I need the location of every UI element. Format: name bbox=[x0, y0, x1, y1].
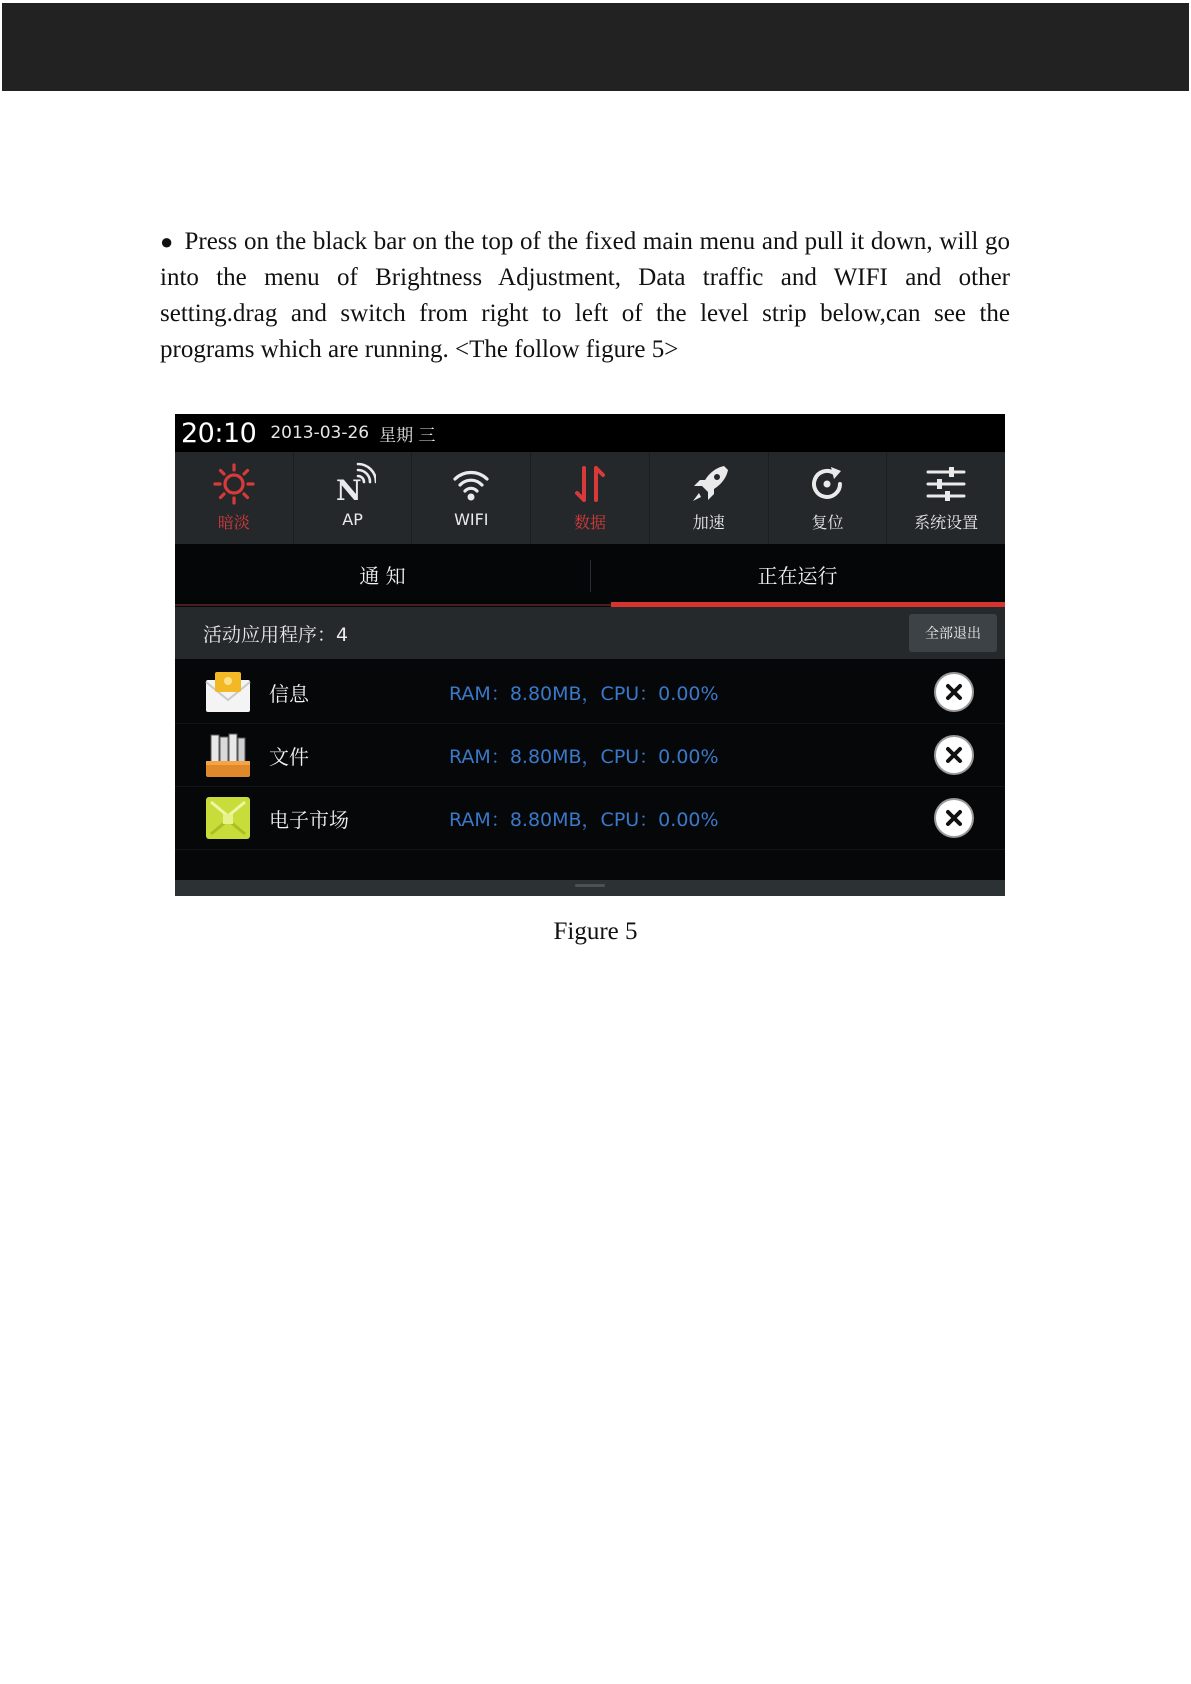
tab-notifications[interactable]: 通 知 bbox=[359, 563, 406, 588]
svg-text:N: N bbox=[335, 474, 362, 506]
kill-all-button[interactable]: 全部退出 bbox=[909, 614, 997, 652]
toggle-system-settings[interactable] bbox=[887, 452, 1005, 544]
toggle-label: WIFI bbox=[454, 510, 489, 529]
toggle-label: 系统设置 bbox=[914, 513, 979, 532]
bullet-point: ● bbox=[160, 229, 174, 254]
reset-icon bbox=[804, 462, 850, 506]
status-clock: 20:10 bbox=[181, 417, 257, 449]
status-date: 2013-03-26 bbox=[270, 423, 370, 443]
app-resource-usage: RAM：8.80MB，CPU：0.00% bbox=[449, 745, 719, 768]
list-item[interactable] bbox=[175, 787, 1005, 850]
market-bag-icon bbox=[203, 794, 253, 842]
toggle-ap[interactable] bbox=[294, 452, 413, 544]
data-arrows-icon bbox=[567, 462, 613, 506]
app-name: 电子市场 bbox=[269, 807, 349, 832]
figure-screenshot bbox=[175, 414, 1005, 896]
figure-caption: Figure 5 bbox=[553, 918, 638, 945]
instruction-paragraph bbox=[160, 224, 1010, 368]
app-name: 文件 bbox=[269, 744, 309, 769]
status-weekday: 星期 三 bbox=[379, 425, 436, 446]
toggle-wifi[interactable] bbox=[412, 452, 531, 544]
toggle-label: 暗淡 bbox=[217, 513, 250, 532]
close-icon[interactable] bbox=[933, 734, 975, 776]
toggle-label: AP bbox=[342, 510, 363, 529]
close-icon[interactable] bbox=[933, 797, 975, 839]
sun-icon bbox=[211, 462, 257, 506]
app-name: 信息 bbox=[269, 681, 309, 706]
hotspot-icon bbox=[330, 462, 376, 506]
tab-running[interactable]: 正在运行 bbox=[757, 563, 838, 588]
app-resource-usage: RAM：8.80MB，CPU：0.00% bbox=[449, 682, 719, 705]
close-icon[interactable] bbox=[933, 671, 975, 713]
header-black-bar bbox=[2, 3, 1189, 91]
instruction-text: Press on the black bar on the top of the fixed main menu and pull it down, will go into the menu of Brightness Adjustment, Data traffic and WIFI and other setting.drag and switch from right to left of the level strip below,can see the programs which are running. <The follow figure 5> bbox=[160, 228, 1010, 363]
list-item[interactable] bbox=[175, 724, 1005, 787]
wifi-icon bbox=[448, 462, 494, 506]
message-envelope-icon bbox=[203, 668, 253, 716]
toggle-label: 数据 bbox=[574, 513, 607, 532]
running-apps-header bbox=[175, 607, 1005, 659]
sliders-icon bbox=[923, 462, 969, 506]
rocket-icon bbox=[686, 462, 732, 506]
list-item[interactable] bbox=[175, 661, 1005, 724]
toggle-label: 加速 bbox=[692, 513, 725, 532]
files-folder-icon bbox=[203, 731, 253, 779]
toggle-reset[interactable] bbox=[769, 452, 888, 544]
status-bar bbox=[175, 414, 1005, 452]
running-app-list bbox=[175, 661, 1005, 850]
drag-handle[interactable] bbox=[575, 884, 605, 887]
quick-settings-bar bbox=[175, 452, 1005, 544]
tab-divider bbox=[590, 560, 591, 592]
toggle-brightness[interactable] bbox=[175, 452, 294, 544]
active-app-count: 活动应用程序：4 bbox=[203, 623, 349, 646]
toggle-boost[interactable] bbox=[650, 452, 769, 544]
drag-strip[interactable] bbox=[175, 880, 1005, 896]
app-resource-usage: RAM：8.80MB，CPU：0.00% bbox=[449, 808, 719, 831]
toggle-label: 复位 bbox=[811, 513, 844, 532]
toggle-data[interactable] bbox=[531, 452, 650, 544]
